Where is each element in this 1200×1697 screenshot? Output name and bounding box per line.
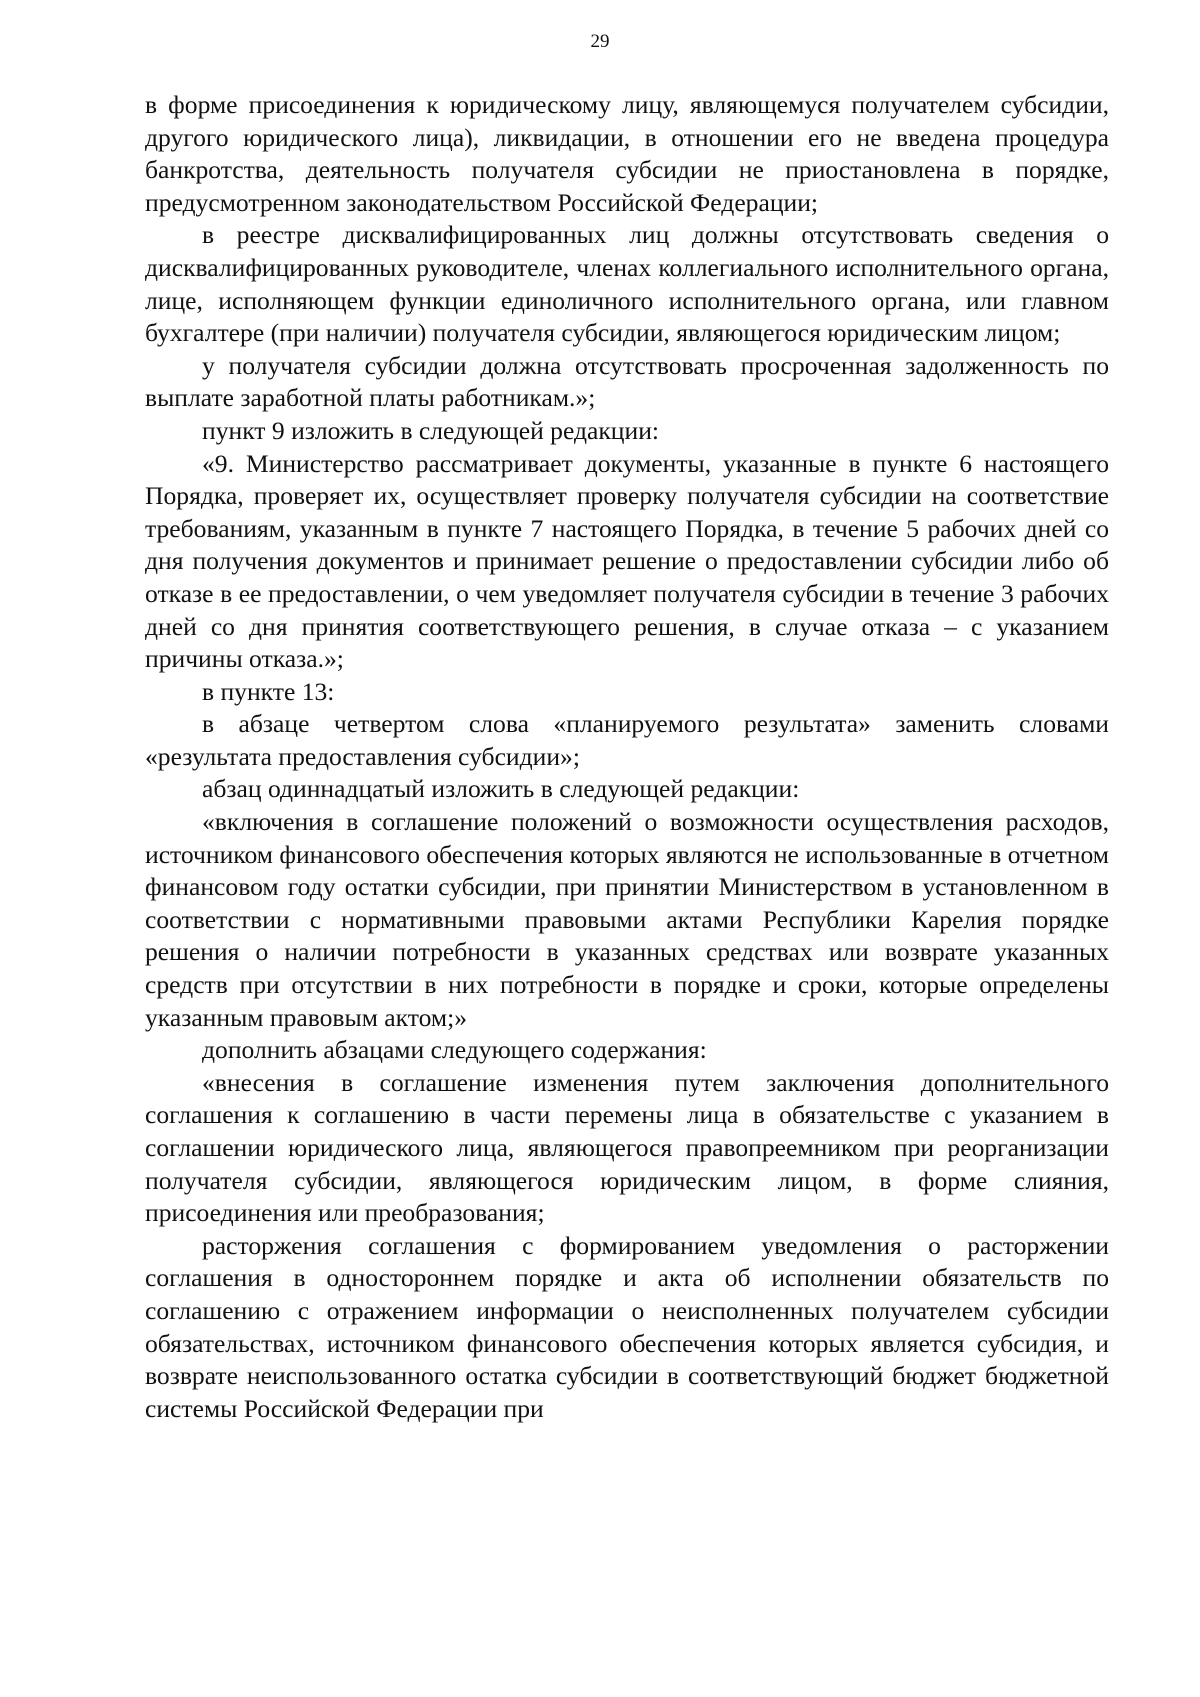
page-number: 29 — [590, 31, 610, 52]
paragraph-eleventh-abzac-text: «включения в соглашение положений о возможности осуществления расходов, источником финансового обеспечения которых являются не использованные в отчетном финансовом году остатки субсидии, при принятии Министерством в установленном в соответствии с нормативными правовыми актами Республики Карелия порядке решения о наличии потребности в указанных средствах или возврате указанных средств при отсутствии в них потребности в порядке и сроки, которые определены указанным правовым актом;» — [145, 807, 1109, 1032]
paragraph-agreement-amendment: «внесения в соглашение изменения путем заключения дополнительного соглашения к соглашению в части перемены лица в обязательстве с указанием в соглашении юридического лица, являющегося правопреемником при реорганизации получателя субсидии, являющегося юридическим лицом, в форме слияния, присоединения или преобразования; — [145, 1067, 1109, 1228]
paragraph-supplement-intro: дополнить абзацами следующего содержания: — [202, 1035, 707, 1065]
paragraph-item-9-intro: пункт 9 изложить в следующей редакции: — [202, 415, 660, 445]
paragraph-item-9-text: «9. Министерство рассматривает документы, указанные в пункте 6 настоящего Порядка, проверяет их, осуществляет проверку получателя субсидии на соответствие требованиям, указанным в пункте 7 настоящего Порядка, в течение 5 рабочих дней со дня получения документов и принимает решение о предоставлении субсидии либо об отказе в ее предоставлении, о чем уведомляет получателя субсидии в течение 3 рабочих дней со дня принятия соответствующего решения, в случае отказа – с указанием причины отказа.»; — [145, 448, 1109, 674]
paragraph-continuation: в форме присоединения к юридическому лицу, являющемуся получателем субсидии, другого юридического лица), ликвидации, в отношении его не введена процедура банкротства, деятельность получателя субсидии не приостановлена в порядке, предусмотренном законодательством Российской Федерации; — [145, 90, 1109, 217]
paragraph-wage-arrears: у получателя субсидии должна отсутствовать просроченная задолженность по выплате заработной платы работникам.»; — [145, 350, 1109, 413]
paragraph-disqualified-registry: в реестре дисквалифицированных лиц должны отсутствовать сведения о дисквалифицированных руководителе, членах коллегиального исполнительного органа, лице, исполняющем функции единоличного исполнительного органа, или главном бухгалтере (при наличии) получателя субсидии, являющегося юридическим лицом; — [145, 220, 1109, 348]
paragraph-fourth-abzac: в абзаце четвертом слова «планируемого результата» заменить словами «результата предоставления субсидии»; — [145, 709, 1109, 771]
paragraph-agreement-termination: расторжения соглашения с формированием уведомления о расторжении соглашения в одностороннем порядке и акта об исполнении обязательств по соглашению с отражением информации о неисполненных получателем субсидии обязательствах, источником финансового обеспечения которых является субсидия, и возврате неиспользованного остатка субсидии в соответствующий бюджет бюджетной системы Российской Федерации при — [145, 1230, 1109, 1423]
paragraph-item-13-intro: в пункте 13: — [202, 676, 335, 706]
document-body — [145, 89, 1109, 1425]
paragraph-eleventh-abzac-intro: абзац одиннадцатый изложить в следующей редакции: — [202, 774, 800, 804]
